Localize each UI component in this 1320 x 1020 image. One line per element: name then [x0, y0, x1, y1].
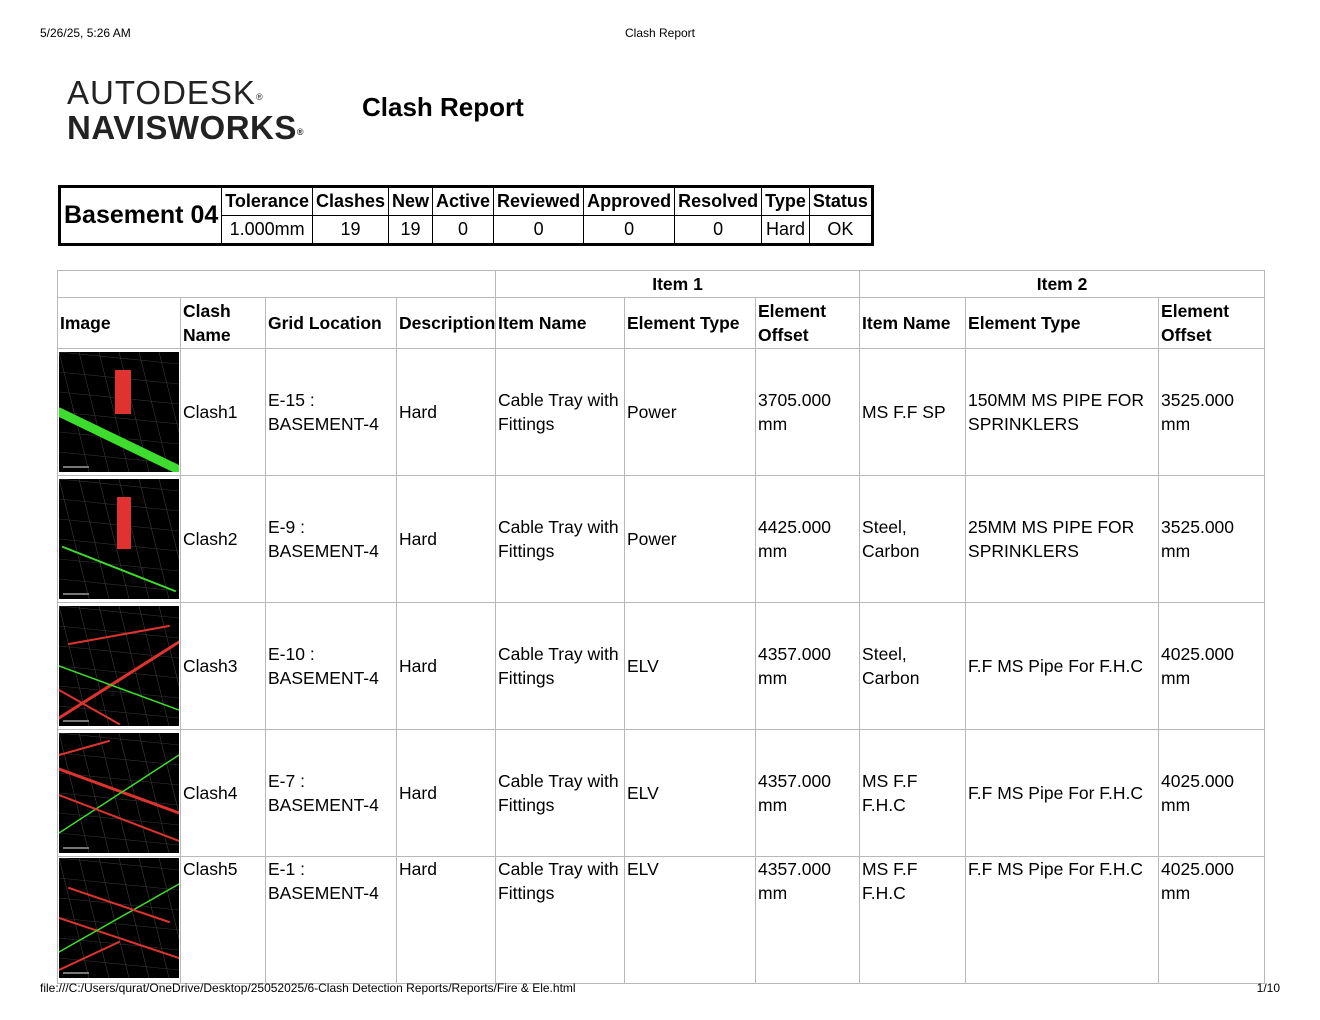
col-header-item1-name: Item Name — [496, 298, 625, 349]
item2-name-cell: Steel, Carbon — [860, 603, 966, 730]
logo-line1: AUTODESK — [67, 74, 256, 111]
item2-type-cell: F.F MS Pipe For F.H.C — [966, 603, 1159, 730]
page-number: 1/10 — [1256, 981, 1280, 995]
summary-header-clashes: Clashes — [312, 187, 388, 216]
col-header-image: Image — [58, 298, 181, 349]
item1-name-cell: Cable Tray with Fittings — [496, 730, 625, 857]
grid-location-cell: E-15 : BASEMENT-4 — [266, 349, 397, 476]
clash-test-summary-table — [58, 185, 874, 246]
col-header-grid-location: Grid Location — [266, 298, 397, 349]
description-cell: Hard — [397, 476, 496, 603]
column-header-row — [58, 298, 1265, 349]
col-header-item1-offset: Element Offset — [756, 298, 860, 349]
clash-image-cell — [58, 349, 181, 476]
col-header-item1-type: Element Type — [625, 298, 756, 349]
clash-thumbnail-image — [59, 352, 179, 472]
grid-location-cell: E-10 : BASEMENT-4 — [266, 603, 397, 730]
item1-name-cell: Cable Tray with Fittings — [496, 603, 625, 730]
clash-thumbnail-image — [59, 606, 179, 726]
item2-offset-cell: 3525.000 mm — [1159, 476, 1265, 603]
clash-name-cell: Clash1 — [181, 349, 266, 476]
blank-group-header — [58, 271, 496, 298]
item2-type-cell: 25MM MS PIPE FOR SPRINKLERS — [966, 476, 1159, 603]
summary-tolerance: 1.000mm — [222, 216, 313, 245]
clash-row — [58, 349, 1265, 476]
clash-row — [58, 603, 1265, 730]
summary-header-row — [60, 187, 873, 216]
clash-thumbnail-image — [59, 858, 179, 978]
report-title: Clash Report — [362, 92, 524, 122]
item1-name-cell: Cable Tray with Fittings — [496, 857, 625, 984]
clash-name-cell: Clash4 — [181, 730, 266, 857]
summary-clashes: 19 — [312, 216, 388, 245]
col-header-item2-type: Element Type — [966, 298, 1159, 349]
description-cell: Hard — [397, 730, 496, 857]
item2-name-cell: MS F.F F.H.C — [860, 730, 966, 857]
summary-header-active: Active — [433, 187, 494, 216]
clash-thumbnail-image — [59, 733, 179, 853]
clash-image-cell — [58, 603, 181, 730]
item1-offset-cell: 4425.000 mm — [756, 476, 860, 603]
grid-location-cell: E-1 : BASEMENT-4 — [266, 857, 397, 984]
item2-type-cell: F.F MS Pipe For F.H.C — [966, 857, 1159, 984]
summary-header-new: New — [389, 187, 433, 216]
grid-location-cell: E-7 : BASEMENT-4 — [266, 730, 397, 857]
item2-offset-cell: 4025.000 mm — [1159, 603, 1265, 730]
item2-offset-cell: 4025.000 mm — [1159, 730, 1265, 857]
summary-group-name: Basement 04 — [60, 187, 222, 245]
clash-name-cell: Clash5 — [181, 857, 266, 984]
summary-header-reviewed: Reviewed — [494, 187, 584, 216]
clash-image-cell — [58, 857, 181, 984]
summary-header-tolerance: Tolerance — [222, 187, 313, 216]
item1-offset-cell: 4357.000 mm — [756, 603, 860, 730]
summary-new: 19 — [389, 216, 433, 245]
summary-status: OK — [809, 216, 872, 245]
item-group-header-row — [58, 271, 1265, 298]
clash-name-cell: Clash3 — [181, 603, 266, 730]
clash-row — [58, 476, 1265, 603]
summary-active: 0 — [433, 216, 494, 245]
clash-row — [58, 730, 1265, 857]
summary-reviewed: 0 — [494, 216, 584, 245]
clash-name-cell: Clash2 — [181, 476, 266, 603]
description-cell: Hard — [397, 603, 496, 730]
item1-offset-cell: 3705.000 mm — [756, 349, 860, 476]
item2-offset-cell: 3525.000 mm — [1159, 349, 1265, 476]
item1-type-cell: Power — [625, 476, 756, 603]
item2-group-header: Item 2 — [860, 271, 1265, 298]
logo-line2: NAVISWORKS — [67, 109, 297, 146]
item2-type-cell: F.F MS Pipe For F.H.C — [966, 730, 1159, 857]
item1-type-cell: Power — [625, 349, 756, 476]
logo-registered-mark: ® — [296, 127, 305, 137]
item1-type-cell: ELV — [625, 857, 756, 984]
summary-approved: 0 — [584, 216, 675, 245]
col-header-description: Description — [397, 298, 496, 349]
summary-type: Hard — [762, 216, 810, 245]
col-header-clash-name: Clash Name — [181, 298, 266, 349]
item1-name-cell: Cable Tray with Fittings — [496, 476, 625, 603]
item1-type-cell: ELV — [625, 603, 756, 730]
logo-registered-mark: ® — [255, 92, 264, 102]
clash-image-cell — [58, 476, 181, 603]
item2-name-cell: MS F.F F.H.C — [860, 857, 966, 984]
item1-group-header: Item 1 — [496, 271, 860, 298]
print-footer — [40, 981, 1280, 995]
item2-offset-cell: 4025.000 mm — [1159, 857, 1265, 984]
file-path: file:///C:/Users/qurat/OneDrive/Desktop/25052025/6-Clash Detection Reports/Reports/Fire & Ele.html — [40, 981, 576, 995]
item2-name-cell: Steel, Carbon — [860, 476, 966, 603]
item1-type-cell: ELV — [625, 730, 756, 857]
item1-offset-cell: 4357.000 mm — [756, 857, 860, 984]
item1-name-cell: Cable Tray with Fittings — [496, 349, 625, 476]
print-title: Clash Report — [624, 26, 696, 40]
item2-type-cell: 150MM MS PIPE FOR SPRINKLERS — [966, 349, 1159, 476]
item1-offset-cell: 4357.000 mm — [756, 730, 860, 857]
col-header-item2-name: Item Name — [860, 298, 966, 349]
clash-results-table — [57, 270, 1265, 984]
item2-name-cell: MS F.F SP — [860, 349, 966, 476]
summary-header-status: Status — [809, 187, 872, 216]
summary-header-type: Type — [762, 187, 810, 216]
clash-image-cell — [58, 730, 181, 857]
description-cell: Hard — [397, 857, 496, 984]
print-date: 5/26/25, 5:26 AM — [40, 26, 131, 40]
clash-thumbnail-image — [59, 479, 179, 599]
description-cell: Hard — [397, 349, 496, 476]
summary-resolved: 0 — [675, 216, 762, 245]
summary-header-approved: Approved — [584, 187, 675, 216]
col-header-item2-offset: Element Offset — [1159, 298, 1265, 349]
autodesk-navisworks-logo — [67, 76, 304, 146]
grid-location-cell: E-9 : BASEMENT-4 — [266, 476, 397, 603]
clash-row — [58, 857, 1265, 984]
summary-header-resolved: Resolved — [675, 187, 762, 216]
